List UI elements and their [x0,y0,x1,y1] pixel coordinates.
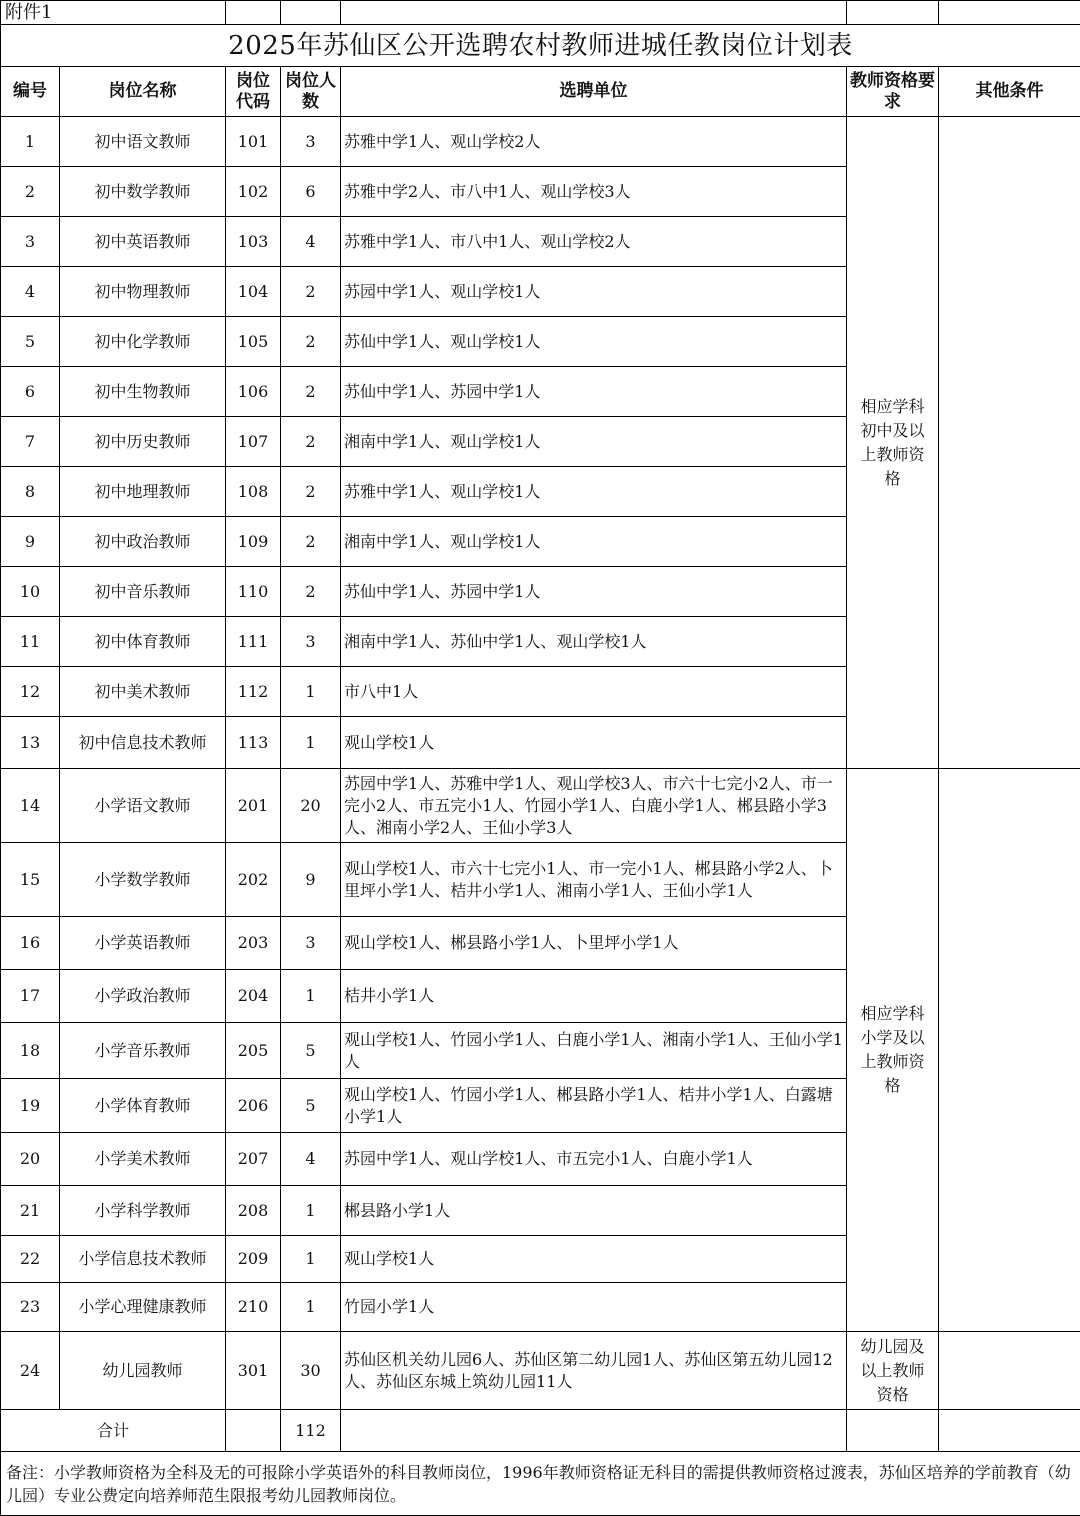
recruiting-units: 苏园中学1人、观山学校1人、市五完小1人、白鹿小学1人 [341,1133,847,1186]
post-code: 210 [226,1283,281,1332]
post-count: 2 [281,517,341,567]
attachment-label: 附件1 [1,1,226,25]
blank-cell [341,1410,847,1452]
post-name: 初中化学教师 [60,317,226,367]
post-name: 小学信息技术教师 [60,1236,226,1283]
row-number: 15 [1,843,60,917]
recruiting-units: 苏仙中学1人、苏园中学1人 [341,367,847,417]
attachment-row [1,1,1080,25]
blank-cell [939,1,1080,25]
post-count: 1 [281,1283,341,1332]
title-row [1,25,1080,67]
row-number: 4 [1,267,60,317]
recruiting-units: 观山学校1人、竹园小学1人、郴县路小学1人、桔井小学1人、白露塘小学1人 [341,1079,847,1133]
qualification-requirement: 相应学科小学及以上教师资格 [847,769,939,1332]
table-row [1,1332,1080,1410]
post-code: 207 [226,1133,281,1186]
post-code: 107 [226,417,281,467]
recruiting-units: 竹园小学1人 [341,1283,847,1332]
recruiting-units: 苏仙中学1人、苏园中学1人 [341,567,847,617]
blank-cell [847,1,939,25]
post-code: 202 [226,843,281,917]
recruiting-units: 观山学校1人、市六十七完小1人、市一完小1人、郴县路小学2人、卜里坪小学1人、桔井小学1人、湘南小学1人、王仙小学1人 [341,843,847,917]
post-name: 初中物理教师 [60,267,226,317]
post-count: 3 [281,117,341,167]
row-number: 24 [1,1332,60,1410]
post-code: 301 [226,1332,281,1410]
post-count: 2 [281,417,341,467]
post-code: 104 [226,267,281,317]
qualification-requirement: 相应学科初中及以上教师资格 [847,117,939,769]
row-number: 6 [1,367,60,417]
recruiting-units: 苏园中学1人、观山学校1人 [341,267,847,317]
recruiting-units: 苏园中学1人、苏雅中学1人、观山学校3人、市六十七完小2人、市一完小2人、市五完小1人、竹园小学1人、白鹿小学1人、郴县路小学3人、湘南小学2人、王仙小学3人 [341,769,847,843]
post-code: 209 [226,1236,281,1283]
post-name: 小学音乐教师 [60,1023,226,1079]
recruiting-units: 桔井小学1人 [341,970,847,1023]
other-conditions [939,117,1080,769]
recruiting-units: 湘南中学1人、苏仙中学1人、观山学校1人 [341,617,847,667]
total-label: 合计 [1,1410,226,1452]
post-code: 103 [226,217,281,267]
recruiting-units: 市八中1人 [341,667,847,717]
post-name: 初中语文教师 [60,117,226,167]
post-code: 110 [226,567,281,617]
header-post-code: 岗位代码 [226,67,281,117]
blank-cell [847,1410,939,1452]
row-number: 21 [1,1186,60,1236]
post-code: 112 [226,667,281,717]
row-number: 5 [1,317,60,367]
row-number: 17 [1,970,60,1023]
row-number: 14 [1,769,60,843]
post-name: 初中政治教师 [60,517,226,567]
row-number: 20 [1,1133,60,1186]
recruiting-units: 苏仙中学1人、观山学校1人 [341,317,847,367]
post-name: 小学心理健康教师 [60,1283,226,1332]
post-count: 1 [281,717,341,769]
post-name: 小学数学教师 [60,843,226,917]
other-conditions [939,1332,1080,1410]
post-count: 1 [281,970,341,1023]
post-count: 2 [281,467,341,517]
recruiting-units: 观山学校1人、竹园小学1人、白鹿小学1人、湘南小学1人、王仙小学1人 [341,1023,847,1079]
post-name: 初中数学教师 [60,167,226,217]
row-number: 11 [1,617,60,667]
post-code: 111 [226,617,281,667]
post-name: 小学语文教师 [60,769,226,843]
post-count: 3 [281,917,341,970]
post-code: 102 [226,167,281,217]
recruiting-units: 观山学校1人、郴县路小学1人、卜里坪小学1人 [341,917,847,970]
header-qualification: 教师资格要求 [847,67,939,117]
post-code: 204 [226,970,281,1023]
post-name: 幼儿园教师 [60,1332,226,1410]
post-name: 小学体育教师 [60,1079,226,1133]
row-number: 7 [1,417,60,467]
post-count: 5 [281,1023,341,1079]
post-name: 初中英语教师 [60,217,226,267]
recruiting-units: 苏雅中学1人、观山学校2人 [341,117,847,167]
recruiting-units: 苏雅中学2人、市八中1人、观山学校3人 [341,167,847,217]
recruiting-units: 湘南中学1人、观山学校1人 [341,517,847,567]
blank-cell [226,1,281,25]
post-code: 106 [226,367,281,417]
post-code: 201 [226,769,281,843]
post-name: 小学美术教师 [60,1133,226,1186]
post-count: 5 [281,1079,341,1133]
table-row [1,117,1080,167]
row-number: 10 [1,567,60,617]
row-number: 18 [1,1023,60,1079]
post-count: 2 [281,367,341,417]
post-count: 1 [281,1236,341,1283]
header-no: 编号 [1,67,60,117]
row-number: 12 [1,667,60,717]
post-name: 初中体育教师 [60,617,226,667]
recruiting-units: 郴县路小学1人 [341,1186,847,1236]
post-count: 2 [281,317,341,367]
post-code: 205 [226,1023,281,1079]
row-number: 16 [1,917,60,970]
row-number: 1 [1,117,60,167]
post-code: 113 [226,717,281,769]
header-other: 其他条件 [939,67,1080,117]
blank-cell [939,1410,1080,1452]
post-name: 初中美术教师 [60,667,226,717]
post-count: 20 [281,769,341,843]
row-number: 19 [1,1079,60,1133]
note-row [1,1452,1080,1516]
post-code: 101 [226,117,281,167]
post-count: 2 [281,267,341,317]
row-number: 13 [1,717,60,769]
header-post-name: 岗位名称 [60,67,226,117]
total-count: 112 [281,1410,341,1452]
post-name: 初中信息技术教师 [60,717,226,769]
header-units: 选聘单位 [341,67,847,117]
header-row [1,67,1080,117]
post-code: 208 [226,1186,281,1236]
recruiting-units: 苏仙区机关幼儿园6人、苏仙区第二幼儿园1人、苏仙区第五幼儿园12人、苏仙区东城上筑幼儿园11人 [341,1332,847,1410]
post-code: 206 [226,1079,281,1133]
row-number: 2 [1,167,60,217]
post-count: 1 [281,667,341,717]
recruiting-units: 湘南中学1人、观山学校1人 [341,417,847,467]
blank-cell [341,1,847,25]
post-name: 小学科学教师 [60,1186,226,1236]
post-count: 6 [281,167,341,217]
post-count: 30 [281,1332,341,1410]
post-code: 109 [226,517,281,567]
blank-cell [281,1,341,25]
header-post-count: 岗位人数 [281,67,341,117]
page-title: 2025年苏仙区公开选聘农村教师进城任教岗位计划表 [1,25,1080,67]
recruiting-units: 观山学校1人 [341,1236,847,1283]
post-count: 2 [281,567,341,617]
total-row [1,1410,1080,1452]
post-count: 1 [281,1186,341,1236]
post-name: 初中生物教师 [60,367,226,417]
recruiting-units: 苏雅中学1人、市八中1人、观山学校2人 [341,217,847,267]
post-count: 9 [281,843,341,917]
row-number: 3 [1,217,60,267]
row-number: 8 [1,467,60,517]
blank-cell [226,1410,281,1452]
recruiting-units: 苏雅中学1人、观山学校1人 [341,467,847,517]
row-number: 23 [1,1283,60,1332]
post-count: 3 [281,617,341,667]
post-name: 初中地理教师 [60,467,226,517]
table-row [1,769,1080,843]
footnote: 备注：小学教师资格为全科及无的可报除小学英语外的科目教师岗位，1996年教师资格证无科目的需提供教师资格过渡表，苏仙区培养的学前教育（幼儿园）专业公费定向培养师范生限报考幼儿园教师岗位。 [1,1452,1080,1516]
post-count: 4 [281,217,341,267]
post-name: 初中音乐教师 [60,567,226,617]
post-name: 小学政治教师 [60,970,226,1023]
other-conditions [939,769,1080,1332]
post-code: 203 [226,917,281,970]
post-count: 4 [281,1133,341,1186]
row-number: 9 [1,517,60,567]
row-number: 22 [1,1236,60,1283]
post-name: 小学英语教师 [60,917,226,970]
recruiting-units: 观山学校1人 [341,717,847,769]
post-name: 初中历史教师 [60,417,226,467]
post-code: 108 [226,467,281,517]
qualification-requirement: 幼儿园及以上教师资格 [847,1332,939,1410]
post-code: 105 [226,317,281,367]
